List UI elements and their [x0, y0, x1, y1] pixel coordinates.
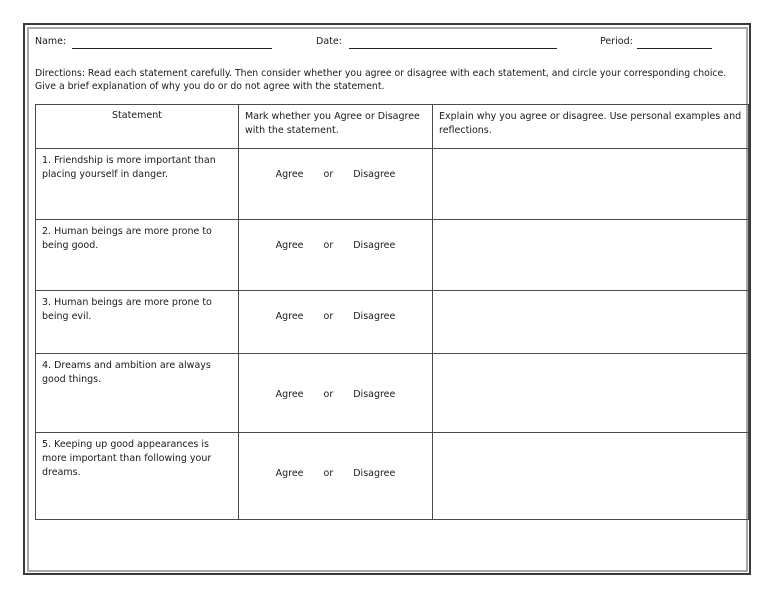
period-label: Period: — [600, 36, 633, 47]
explanation-cell[interactable] — [433, 149, 749, 220]
agree-option[interactable]: Agree — [275, 311, 304, 322]
header-statement: Statement — [36, 105, 239, 149]
name-field — [35, 36, 66, 47]
agree-option[interactable]: Agree — [275, 240, 304, 251]
statement-cell: 1. Friendship is more important than placing yourself in danger. — [36, 149, 239, 220]
student-info-header — [35, 36, 735, 52]
date-label: Date: — [316, 36, 342, 47]
table-header-row — [36, 105, 749, 149]
date-blank[interactable] — [349, 36, 557, 50]
header-mark: Mark whether you Agree or Disagree with the statement. — [239, 105, 433, 149]
disagree-option[interactable]: Disagree — [353, 240, 396, 251]
date-field — [316, 36, 342, 47]
explanation-cell[interactable] — [433, 291, 749, 354]
statement-cell: 2. Human beings are more prone to being good. — [36, 220, 239, 291]
header-explain: Explain why you agree or disagree. Use personal examples and reflections. — [433, 105, 749, 149]
explanation-cell[interactable] — [433, 354, 749, 433]
statement-cell: 3. Human beings are more prone to being evil. — [36, 291, 239, 354]
disagree-option[interactable]: Disagree — [353, 468, 396, 479]
explanation-cell[interactable] — [433, 220, 749, 291]
table-row — [36, 354, 749, 433]
statement-cell: 5. Keeping up good appearances is more important than following your dreams. — [36, 433, 239, 520]
table-row — [36, 220, 749, 291]
agree-option[interactable]: Agree — [275, 169, 304, 180]
table-row — [36, 433, 749, 520]
disagree-option[interactable]: Disagree — [353, 311, 396, 322]
or-text: or — [323, 311, 334, 322]
table-row — [36, 149, 749, 220]
period-blank[interactable] — [637, 36, 712, 50]
choice-cell — [239, 354, 433, 433]
choice-cell — [239, 291, 433, 354]
or-text: or — [323, 389, 334, 400]
agree-option[interactable]: Agree — [275, 389, 304, 400]
statement-cell: 4. Dreams and ambition are always good things. — [36, 354, 239, 433]
choice-cell — [239, 433, 433, 520]
or-text: or — [323, 169, 334, 180]
agree-option[interactable]: Agree — [275, 468, 304, 479]
period-field — [600, 36, 633, 47]
explanation-cell[interactable] — [433, 433, 749, 520]
choice-cell — [239, 149, 433, 220]
name-blank[interactable] — [72, 36, 272, 50]
agree-disagree-table — [35, 104, 749, 520]
or-text: or — [323, 240, 334, 251]
table-row — [36, 291, 749, 354]
choice-cell — [239, 220, 433, 291]
disagree-option[interactable]: Disagree — [353, 169, 396, 180]
or-text: or — [323, 468, 334, 479]
directions-text: Directions: Read each statement carefully. Then consider whether you agree or disagree with each statement, and circle your corresponding choice. Give a brief explanation of why you do or do not agree with the statement. — [35, 68, 727, 92]
disagree-option[interactable]: Disagree — [353, 389, 396, 400]
name-label: Name: — [35, 36, 67, 47]
